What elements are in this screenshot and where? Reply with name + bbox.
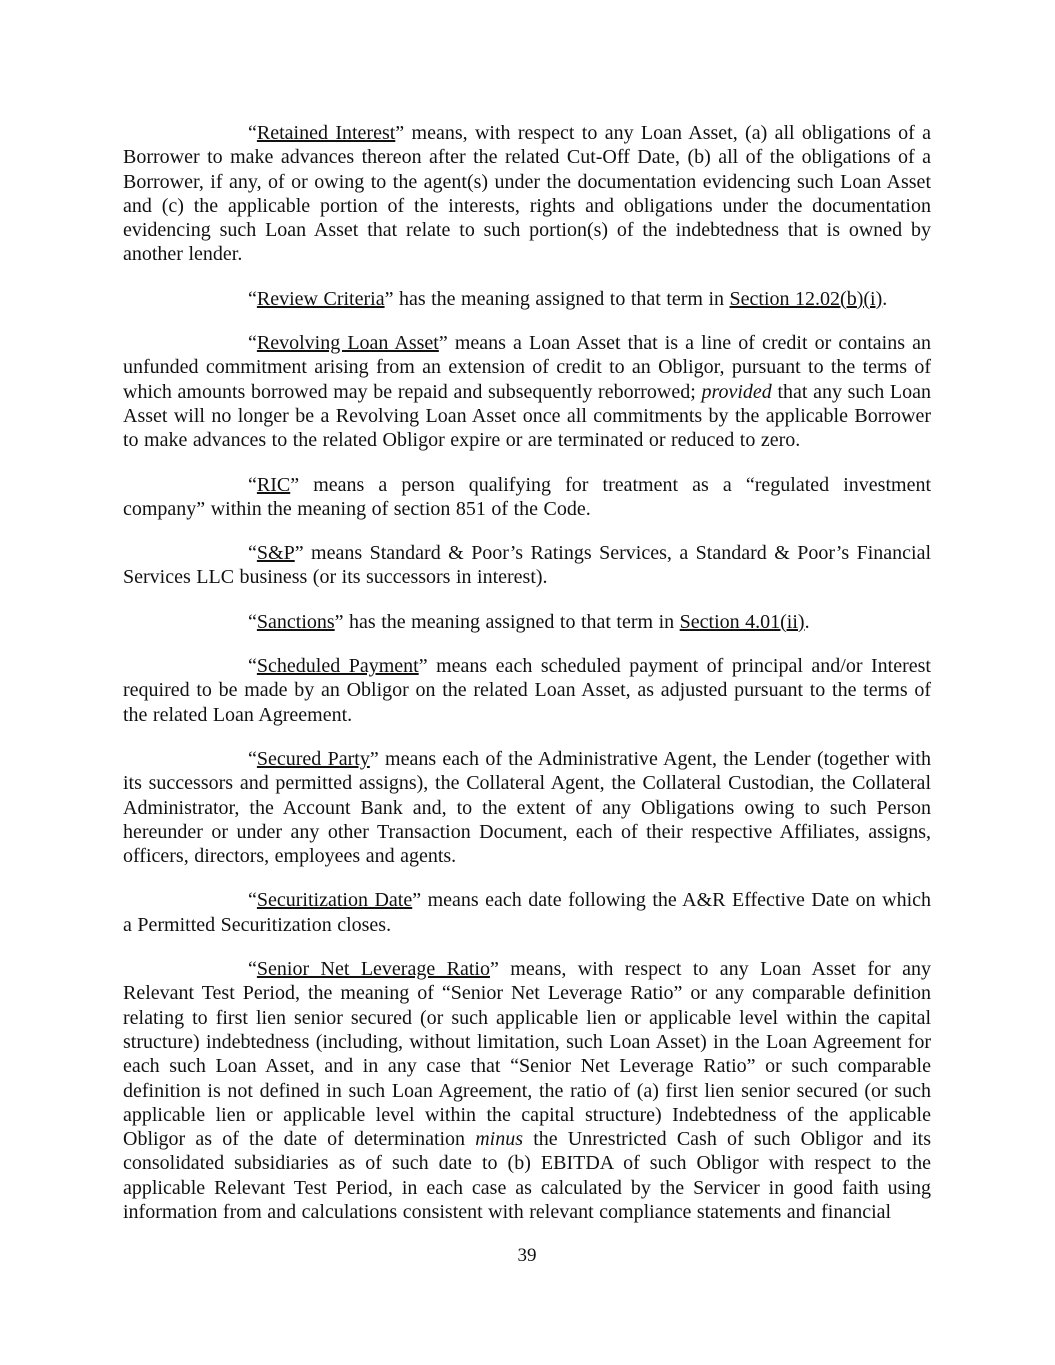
body-text: ” means Standard & Poor’s Ratings Services, a Standard & Poor’s Financial Services LLC business (or its successors in interest). <box>123 542 931 589</box>
section-reference: Section 12.02(b)(i) <box>729 287 883 310</box>
page-number: 39 <box>517 1245 537 1267</box>
body-text: “ <box>248 332 257 355</box>
body-text: “ <box>248 958 257 981</box>
body-text: “ <box>248 610 257 633</box>
defined-term: RIC <box>256 473 291 496</box>
paragraph-retained-interest <box>123 121 931 267</box>
body-text: ” means a Loan Asset that is a line of credit or contains an unfunded commitment arising from an extension of credit to an Obligor, pursuant to the terms of which amounts borrowed may be repaid and subsequently reborrowed; <box>123 332 931 403</box>
paragraph-scheduled-payment <box>123 654 931 727</box>
document-body <box>123 121 931 1224</box>
defined-term: Revolving Loan Asset <box>256 332 439 355</box>
paragraph-review-criteria <box>123 287 931 311</box>
paragraph-securitization-date <box>123 888 931 937</box>
body-text: ” means each scheduled payment of principal and/or Interest required to be made by an Obligor on the related Loan Asset, as adjusted pursuant to the terms of the related Loan Agreement. <box>123 655 931 726</box>
body-text: that any such Loan Asset will no longer be a Revolving Loan Asset once all commitments by the applicable Borrower to make advances to the related Obligor expire or are terminated or reduced to zero. <box>123 380 931 452</box>
italic-text: minus <box>475 1128 524 1151</box>
body-text: . <box>804 610 810 633</box>
body-text: ” means a person qualifying for treatment as a “regulated investment company” within the meaning of section 851 of the Code. <box>123 473 931 520</box>
italic-text: provided <box>701 380 772 403</box>
body-text: ” has the meaning assigned to that term in <box>334 610 680 633</box>
defined-term: Senior Net Leverage Ratio <box>256 958 490 981</box>
body-text: ” means, with respect to any Loan Asset for any Relevant Test Period, the meaning of “Senior Net Leverage Ratio” or any comparable definition relating to first lien senior secured (or such applicable lien or applicable level within the capital structure) indebtedness (including, without limitation, such Loan Asset) in the Loan Agreement for each such Loan Asset, and in any case that “Senior Net Leverage Ratio” or such comparable definition is not defined in such Loan Agreement, the ratio of (a) first lien senior secured (or such applicable lien or applicable level within the capital structure) Indebtedness of the applicable Obligor as of the date of determination <box>123 958 931 1151</box>
body-text: the Unrestricted Cash of such Obligor and its consolidated subsidiaries as of such date to (b) EBITDA of such Obligor with respect to the applicable Relevant Test Period, in each case as calculated by the Servicer in good faith using information from and calculations consistent with relevant compliance statements and financial <box>123 1128 932 1223</box>
body-text: . <box>882 287 888 310</box>
body-text: “ <box>248 889 257 912</box>
body-text: “ <box>248 542 257 565</box>
body-text: “ <box>248 655 257 678</box>
defined-term: Securitization Date <box>256 889 413 912</box>
paragraph-revolving-loan-asset <box>123 331 931 452</box>
body-text: ” has the meaning assigned to that term in <box>384 287 730 310</box>
section-reference: Section 4.01(ii) <box>679 610 805 633</box>
body-text: “ <box>248 473 257 496</box>
paragraph-senior-net-leverage-ratio <box>123 957 931 1224</box>
body-text: ” means each date following the A&R Effective Date on which a Permitted Securitization closes. <box>123 889 932 936</box>
defined-term: Scheduled Payment <box>256 655 419 678</box>
body-text: ” means each of the Administrative Agent, the Lender (together with its successors and permitted assigns), the Collateral Agent, the Collateral Custodian, the Collateral Administrator, the Account Bank and, to the extent of any Obligations owing to such Person hereunder or under any other Transaction Document, each of their respective Affiliates, assigns, officers, directors, employees and agents. <box>123 747 931 868</box>
defined-term: Sanctions <box>256 610 335 633</box>
paragraph-s-and-p <box>123 541 931 590</box>
defined-term: Secured Party <box>256 747 370 770</box>
body-text: “ <box>248 287 257 310</box>
paragraph-ric <box>123 473 931 522</box>
defined-term: S&P <box>256 542 295 565</box>
body-text: “ <box>248 747 257 770</box>
defined-term: Review Criteria <box>256 287 385 310</box>
defined-term: Retained Interest <box>256 122 396 144</box>
body-text: ” means, with respect to any Loan Asset, (a) all obligations of a Borrower to make advances thereon after the related Cut-Off Date, (b) all of the obligations of a Borrower, if any, of or owing to the agent(s) under the documentation evidencing such Loan Asset and (c) the applicable portion of the interests, rights and obligations under the documentation evidencing such Loan Asset that relate to such portion(s) of the indebtedness that is owned by another lender. <box>123 122 932 266</box>
body-text: “ <box>248 122 257 144</box>
paragraph-secured-party <box>123 747 931 868</box>
paragraph-sanctions <box>123 610 931 634</box>
